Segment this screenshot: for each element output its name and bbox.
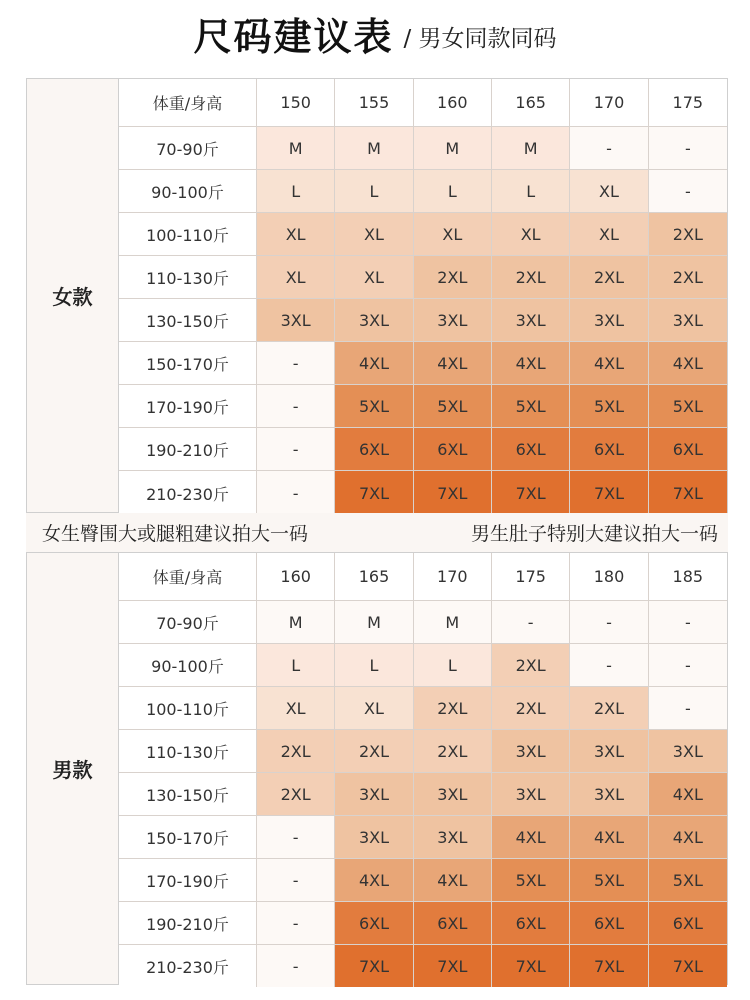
size-cell: 7XL [492, 471, 570, 515]
size-cell: - [257, 816, 335, 859]
size-cell: 7XL [570, 471, 648, 515]
weight-label: 70-90斤 [119, 601, 257, 644]
size-cell: - [570, 601, 648, 644]
size-cell: 5XL [492, 385, 570, 428]
size-cell: L [414, 644, 492, 687]
size-cell: 3XL [257, 299, 335, 342]
size-cell: L [257, 170, 335, 213]
size-cell: L [335, 644, 413, 687]
size-cell: L [414, 170, 492, 213]
size-cell: M [335, 601, 413, 644]
size-cell: 3XL [570, 773, 648, 816]
size-cell: 4XL [570, 816, 648, 859]
size-cell: - [257, 428, 335, 471]
size-cell: 2XL [335, 730, 413, 773]
size-cell: 3XL [492, 773, 570, 816]
size-cell: - [257, 342, 335, 385]
size-cell: - [649, 687, 727, 730]
header-height: 175 [649, 79, 727, 127]
size-cell: M [257, 601, 335, 644]
header-height: 170 [570, 79, 648, 127]
header-height: 170 [414, 553, 492, 601]
size-cell: - [257, 945, 335, 987]
size-cell: XL [335, 256, 413, 299]
weight-label: 130-150斤 [119, 773, 257, 816]
size-cell: XL [570, 213, 648, 256]
size-cell: 3XL [570, 730, 648, 773]
size-cell: 7XL [414, 471, 492, 515]
size-cell: 4XL [335, 342, 413, 385]
header-height: 185 [649, 553, 727, 601]
size-cell: XL [335, 213, 413, 256]
size-cell: 7XL [492, 945, 570, 987]
size-cell: 3XL [414, 816, 492, 859]
size-cell: M [492, 127, 570, 170]
size-cell: XL [570, 170, 648, 213]
size-cell: - [257, 902, 335, 945]
size-cell: 5XL [649, 859, 727, 902]
note-women: 女生臀围大或腿粗建议拍大一码 [42, 523, 309, 545]
men-size-table [119, 553, 727, 984]
size-cell: 6XL [414, 428, 492, 471]
women-size-table [119, 79, 727, 512]
size-cell: 6XL [492, 428, 570, 471]
size-cell: 3XL [492, 730, 570, 773]
women-label: 女款 [27, 79, 119, 512]
size-cell: 6XL [649, 902, 727, 945]
weight-label: 190-210斤 [119, 902, 257, 945]
size-cell: L [257, 644, 335, 687]
title-subtitle: / 男女同款同码 [403, 25, 557, 52]
size-cell: XL [257, 256, 335, 299]
women-size-section [26, 78, 728, 513]
size-cell: 7XL [649, 945, 727, 987]
size-cell: - [649, 644, 727, 687]
size-cell: 3XL [649, 299, 727, 342]
weight-label: 190-210斤 [119, 428, 257, 471]
weight-label: 150-170斤 [119, 816, 257, 859]
size-cell: XL [414, 213, 492, 256]
size-cell: 6XL [570, 902, 648, 945]
size-cell: 2XL [414, 256, 492, 299]
size-cell: 2XL [570, 256, 648, 299]
weight-label: 150-170斤 [119, 342, 257, 385]
size-cell: 3XL [649, 730, 727, 773]
size-cell: 4XL [335, 859, 413, 902]
header-height: 165 [492, 79, 570, 127]
size-cell: - [570, 644, 648, 687]
size-cell: 6XL [492, 902, 570, 945]
page-title [0, 0, 750, 66]
size-cell: XL [257, 687, 335, 730]
size-cell: L [492, 170, 570, 213]
men-label: 男款 [27, 553, 119, 984]
size-cell: M [335, 127, 413, 170]
size-cell: 5XL [335, 385, 413, 428]
size-cell: 2XL [570, 687, 648, 730]
size-cell: 4XL [414, 342, 492, 385]
men-size-section [26, 552, 728, 985]
weight-label: 100-110斤 [119, 213, 257, 256]
size-cell: 4XL [649, 342, 727, 385]
size-cell: M [257, 127, 335, 170]
size-cell: - [649, 170, 727, 213]
size-cell: 2XL [257, 730, 335, 773]
size-cell: 4XL [570, 342, 648, 385]
header-height: 180 [570, 553, 648, 601]
header-height: 150 [257, 79, 335, 127]
size-cell: 7XL [570, 945, 648, 987]
size-cell: 2XL [414, 687, 492, 730]
size-cell: - [257, 385, 335, 428]
weight-label: 210-230斤 [119, 471, 257, 515]
size-cell: 2XL [257, 773, 335, 816]
weight-label: 130-150斤 [119, 299, 257, 342]
size-cell: 3XL [335, 816, 413, 859]
size-cell: 7XL [335, 471, 413, 515]
size-cell: 3XL [414, 299, 492, 342]
weight-label: 110-130斤 [119, 256, 257, 299]
size-cell: 2XL [492, 256, 570, 299]
size-cell: 7XL [335, 945, 413, 987]
size-cell: 7XL [649, 471, 727, 515]
header-height: 165 [335, 553, 413, 601]
size-cell: XL [492, 213, 570, 256]
header-height: 175 [492, 553, 570, 601]
size-cell: 5XL [414, 385, 492, 428]
header-weight-height: 体重/身高 [119, 79, 257, 127]
size-cell: 5XL [570, 385, 648, 428]
size-cell: 3XL [414, 773, 492, 816]
size-cell: 2XL [492, 644, 570, 687]
header-height: 160 [414, 79, 492, 127]
size-cell: 7XL [414, 945, 492, 987]
weight-label: 170-190斤 [119, 385, 257, 428]
header-height: 160 [257, 553, 335, 601]
header-height: 155 [335, 79, 413, 127]
size-cell: M [414, 127, 492, 170]
size-cell: 6XL [335, 902, 413, 945]
size-cell: 6XL [414, 902, 492, 945]
weight-label: 90-100斤 [119, 170, 257, 213]
weight-label: 170-190斤 [119, 859, 257, 902]
size-notes [26, 513, 728, 552]
size-cell: 3XL [335, 299, 413, 342]
weight-label: 70-90斤 [119, 127, 257, 170]
size-cell: 6XL [570, 428, 648, 471]
size-cell: 2XL [414, 730, 492, 773]
size-cell: - [257, 859, 335, 902]
size-cell: 6XL [649, 428, 727, 471]
size-cell: 4XL [414, 859, 492, 902]
size-cell: 4XL [492, 342, 570, 385]
weight-label: 90-100斤 [119, 644, 257, 687]
size-cell: 3XL [492, 299, 570, 342]
size-cell: 3XL [335, 773, 413, 816]
size-cell: XL [335, 687, 413, 730]
size-cell: L [335, 170, 413, 213]
size-cell: 5XL [492, 859, 570, 902]
size-cell: 2XL [492, 687, 570, 730]
size-cell: 4XL [492, 816, 570, 859]
title-main: 尺码建议表 [193, 14, 394, 59]
size-cell: 5XL [649, 385, 727, 428]
weight-label: 110-130斤 [119, 730, 257, 773]
size-cell: - [257, 471, 335, 515]
size-cell: - [492, 601, 570, 644]
size-cell: - [649, 601, 727, 644]
size-cell: 5XL [570, 859, 648, 902]
size-cell: 2XL [649, 213, 727, 256]
weight-label: 210-230斤 [119, 945, 257, 987]
size-cell: M [414, 601, 492, 644]
weight-label: 100-110斤 [119, 687, 257, 730]
size-cell: - [649, 127, 727, 170]
header-weight-height: 体重/身高 [119, 553, 257, 601]
size-cell: 3XL [570, 299, 648, 342]
size-cell: - [570, 127, 648, 170]
size-cell: 4XL [649, 773, 727, 816]
size-cell: 4XL [649, 816, 727, 859]
size-cell: 2XL [649, 256, 727, 299]
note-men: 男生肚子特别大建议拍大一码 [470, 523, 718, 545]
size-cell: XL [257, 213, 335, 256]
size-cell: 6XL [335, 428, 413, 471]
